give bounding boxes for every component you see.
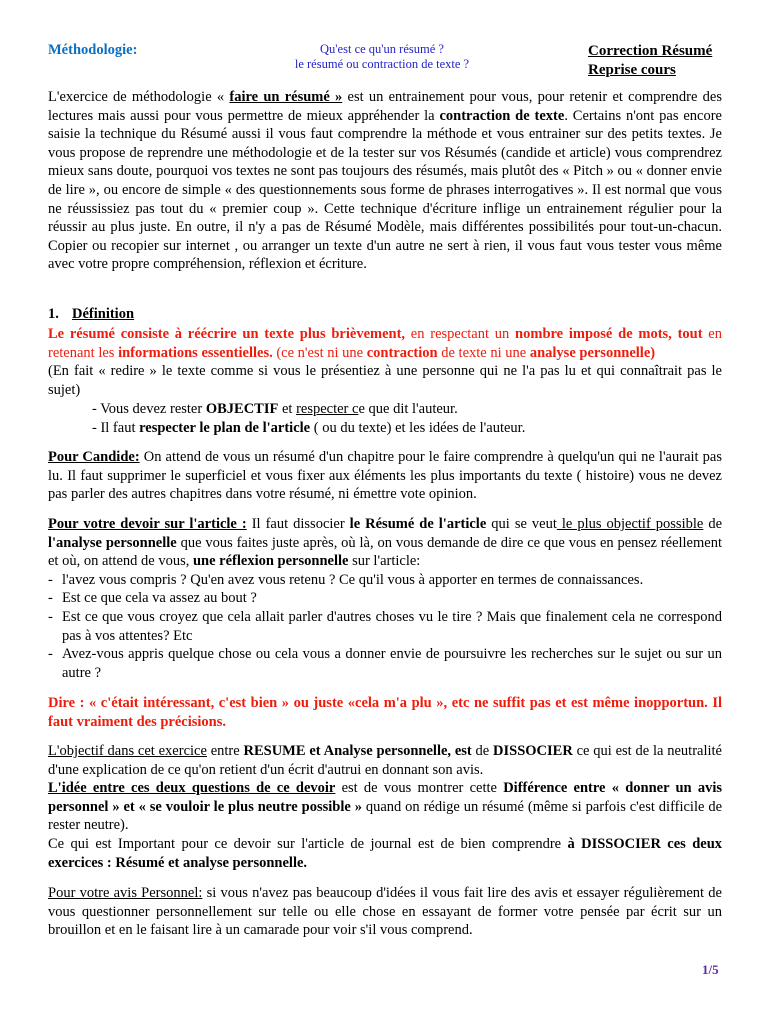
intro-paragraph: L'exercice de méthodologie « faire un résumé » est un entrainement pour vous, pour retenir et comprendre des lectures mais aussi pour vous permettre de mieux appréhender la contraction de texte. Certains n'ont pas encore saisie la technique du Résumé aussi il vous faut comprendre la méthode et vous entrainer sur des petits textes. Je vous propose de reprendre une méthodologie et de la tester sur vos Résumés (candide et article) vous comprendrez mieux sans doute, pourquoi vos textes ne sont pas toujours des résumés, mais plutôt des « Pitch » ou « donner envie de lire », ou encore de simple « des questionnements sous forme de phrases interrogatives ». Il est normal que vous ne réussissiez pas tout du « premier coup ». Cette technique d'écriture inflige un entrainement régulier pour la réussir au plus juste. En outre, il n'y a pas de Résumé Modèle, mais différentes possibilités pour tout-un-chacun. Copier ou recopier sur internet , ou arranger un texte d'un autre ne sert à rien, il vous faut vous tester vous même avec votre propre compréhension, réflexion et écriture.	[48, 89, 722, 273]
list-item: - Avez-vous appris quelque chose ou cela vous a donner envie de poursuivre les recherches sur le sujet ou sur un autre ?	[48, 645, 722, 682]
header-correction	[588, 42, 712, 79]
important-paragraph: Ce qui est Important pour ce devoir sur l'article de journal est de bien comprendre à DISSOCIER ces deux exercices : Résumé et analyse personnelle.	[48, 835, 723, 871]
candide-label: Pour Candide:	[48, 449, 140, 465]
warning-text: Dire : « c'était intéressant, c'est bien » ou juste «cela m'a plu », etc ne suffit pas et est même inopportun. Il faut vraiment des précisions.	[48, 695, 722, 730]
devoir-section	[48, 515, 722, 682]
avis-paragraph: Pour votre avis Personnel: si vous n'avez pas beaucoup d'idées il vous fait lire des avis et essayer régulièrement de vous questionner personnellement sur telle ou elle chose en essayant de former votre pensée par écrit sur un brouillon et en le faisant lire à un camarade pour voir s'il vous comprend.	[48, 885, 722, 939]
header-correction-line1: Correction Résumé	[588, 43, 713, 59]
intro-emphasis: faire un résumé »	[229, 89, 343, 105]
header-title	[262, 42, 502, 72]
definition-bullet-1: - Vous devez rester OBJECTIF et respecter ce que dit l'auteur.	[92, 401, 458, 417]
devoir-label: Pour votre devoir sur l'article :	[48, 516, 247, 532]
idee-paragraph: L'idée entre ces deux questions de ce devoir est de vous montrer cette Différence entre « donner un avis personnel » et « se vouloir le plus neutre possible » quand on rédige un résumé (même si parfois c'est difficile de rester neutre).	[48, 780, 723, 834]
header-title-line1: Qu'est ce qu'un résumé ?	[320, 42, 444, 56]
header-methodologie: Méthodologie:	[48, 42, 138, 58]
objectif-section	[48, 742, 722, 872]
header-title-line2: le résumé ou contraction de texte ?	[294, 57, 470, 71]
list-item: - Est ce que cela va assez au bout ?	[48, 589, 722, 608]
header-correction-line2: Reprise cours	[588, 61, 676, 78]
devoir-questions	[48, 571, 722, 683]
definition-bullets	[92, 400, 722, 437]
objectif-paragraph: L'objectif dans cet exercice entre RESUME et Analyse personnelle, est de DISSOCIER ce qui est de la neutralité d'une explication de ce qu'on retient d'un écrit d'autrui en donnant son avis.	[48, 743, 722, 778]
definition-bullet-2: - Il faut respecter le plan de l'article ( ou du texte) et les idées de l'auteur.	[92, 419, 526, 436]
section-definition-heading: 1. Définition	[48, 306, 135, 322]
candide-paragraph: Pour Candide: On attend de vous un résumé d'un chapitre pour le faire comprendre à quelqu'un qui ne l'aurait pas lu. Il faut supprimer le superficiel et vous fixer aux éléments les plus importants du texte ( histoire) vous ne devez pas parler des autres chapitres dans votre résumé, ni émettre vote opinion.	[48, 449, 722, 503]
definition-text: Le résumé consiste à réécrire un texte plus brièvement, en respectant un nombre imposé de mots, tout en retenant les informations essentielles. (ce n'est ni une contraction de texte ni une analyse personnelle)	[48, 326, 722, 361]
list-item: - Est ce que vous croyez que cela allait parler d'autres choses vu le tire ? Mais que finalement cela ne correspond pas à vos attentes? Etc	[48, 608, 722, 645]
devoir-paragraph: Pour votre devoir sur l'article : Il faut dissocier le Résumé de l'article qui se veut le plus objectif possible de l'analyse personnelle que vous faites juste après, où là, on vous demande de dire ce que vous en pensez réellement et où, on attend de vous, une réflexion personnelle sur l'article:	[48, 516, 723, 570]
definition-title: Définition	[72, 306, 135, 322]
definition-note: (En fait « redire » le texte comme si vous le présentiez à une personne qui ne l'a pas lu et qui connaîtrait pas le sujet)	[48, 363, 722, 398]
list-item: - l'avez vous compris ? Qu'en avez vous retenu ? Ce qu'il vous à apporter en termes de connaissances.	[48, 571, 722, 590]
avis-label: Pour votre avis Personnel:	[48, 885, 203, 901]
page-number: 1/5	[702, 962, 719, 977]
